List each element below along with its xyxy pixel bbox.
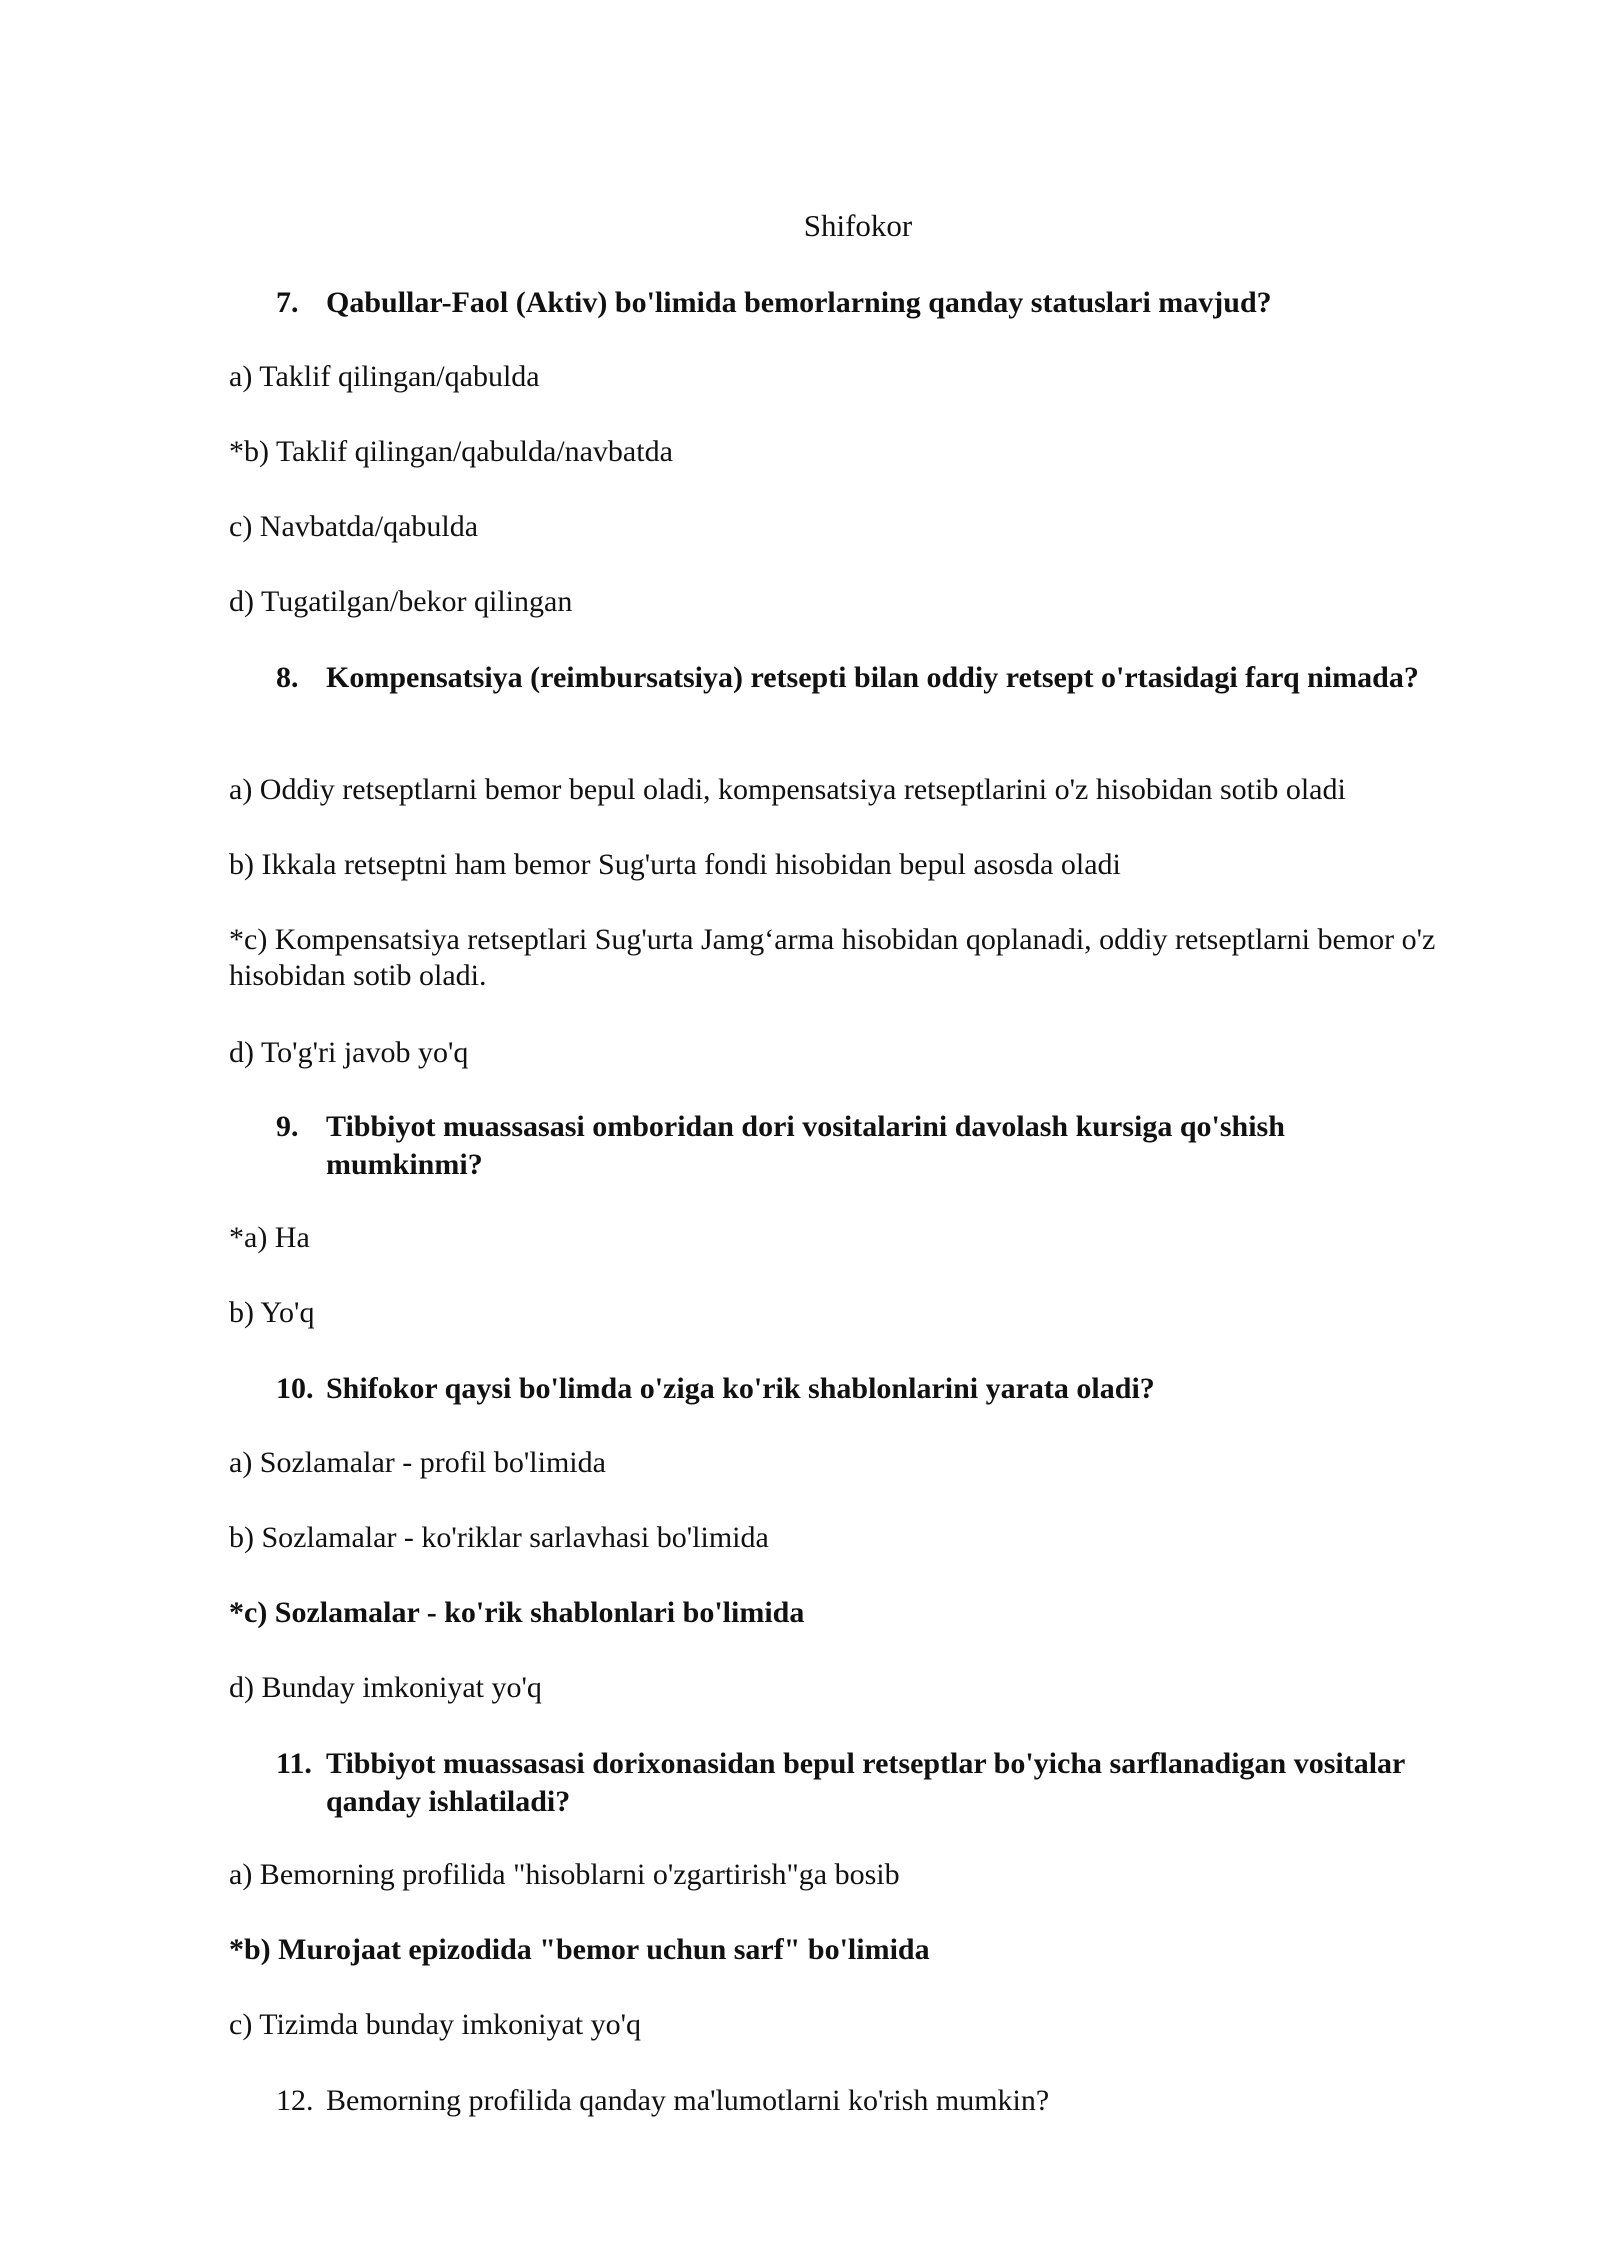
answer-option-correct: *a) Ha [229, 1221, 310, 1254]
answer-option: a) Oddiy retseptlarni bemor bepul oladi, kompensatsiya retseptlarini o'z hisobidan sotib oladi [229, 773, 1346, 806]
answer-option: c) Navbatda/qabulda [229, 510, 479, 543]
question-number: 12. [276, 2084, 314, 2117]
answer-option-correct: *b) Murojaat epizodida "bemor uchun sarf" bo'limida [229, 1933, 930, 1966]
answer-option: d) Bunday imkoniyat yo'q [229, 1671, 542, 1704]
answer-option: a) Bemorning profilida "hisoblarni o'zgartirish"ga bosib [229, 1858, 900, 1891]
answer-option: a) Sozlamalar - profil bo'limida [229, 1446, 606, 1479]
answer-option-correct: *c) Sozlamalar - ko'rik shablonlari bo'limida [229, 1596, 805, 1629]
answer-option-correct: *b) Taklif qilingan/qabulda/navbatda [229, 435, 673, 468]
question-text: Shifokor qaysi bo'limda o'ziga ko'rik shablonlarini yarata oladi? [326, 1372, 1155, 1405]
answer-option: b) Yo'q [229, 1296, 315, 1329]
question-number: 8. [276, 661, 299, 694]
answer-option-correct: *c) Kompensatsiya retseptlari Sug'urta Jamg‘arma hisobidan qoplanadi, oddiy retseptlarni bemor o'z hisobidan sotib oladi. [229, 923, 1436, 992]
question-text: Kompensatsiya (reimbursatsiya) retsepti bilan oddiy retsept o'rtasidagi farq nimada? [326, 661, 1419, 694]
document-title: Shifokor [803, 208, 913, 243]
question-text: Bemorning profilida qanday ma'lumotlarni ko'rish mumkin? [326, 2084, 1050, 2117]
question-number: 11. [276, 1747, 312, 1780]
question-text: Tibbiyot muassasasi dorixonasidan bepul retseptlar bo'yicha sarflanadigan vositalar qanday ishlatiladi? [326, 1747, 1405, 1818]
answer-option: d) Tugatilgan/bekor qilingan [229, 585, 573, 618]
answer-option: b) Sozlamalar - ko'riklar sarlavhasi bo'limida [229, 1521, 769, 1554]
question-number: 10. [276, 1372, 314, 1405]
answer-option: b) Ikkala retseptni ham bemor Sug'urta fondi hisobidan bepul asosda oladi [229, 848, 1121, 881]
question-text: Qabullar-Faol (Aktiv) bo'limida bemorlarning qanday statuslari mavjud? [326, 286, 1272, 319]
question-text: Tibbiyot muassasasi omboridan dori vositalarini davolash kursiga qo'shish mumkinmi? [326, 1110, 1285, 1181]
answer-option: a) Taklif qilingan/qabulda [229, 360, 540, 393]
answer-option: d) To'g'ri javob yo'q [229, 1036, 469, 1069]
question-number: 7. [276, 286, 299, 319]
question-number: 9. [276, 1110, 299, 1143]
answer-option: c) Tizimda bunday imkoniyat yo'q [229, 2008, 642, 2041]
